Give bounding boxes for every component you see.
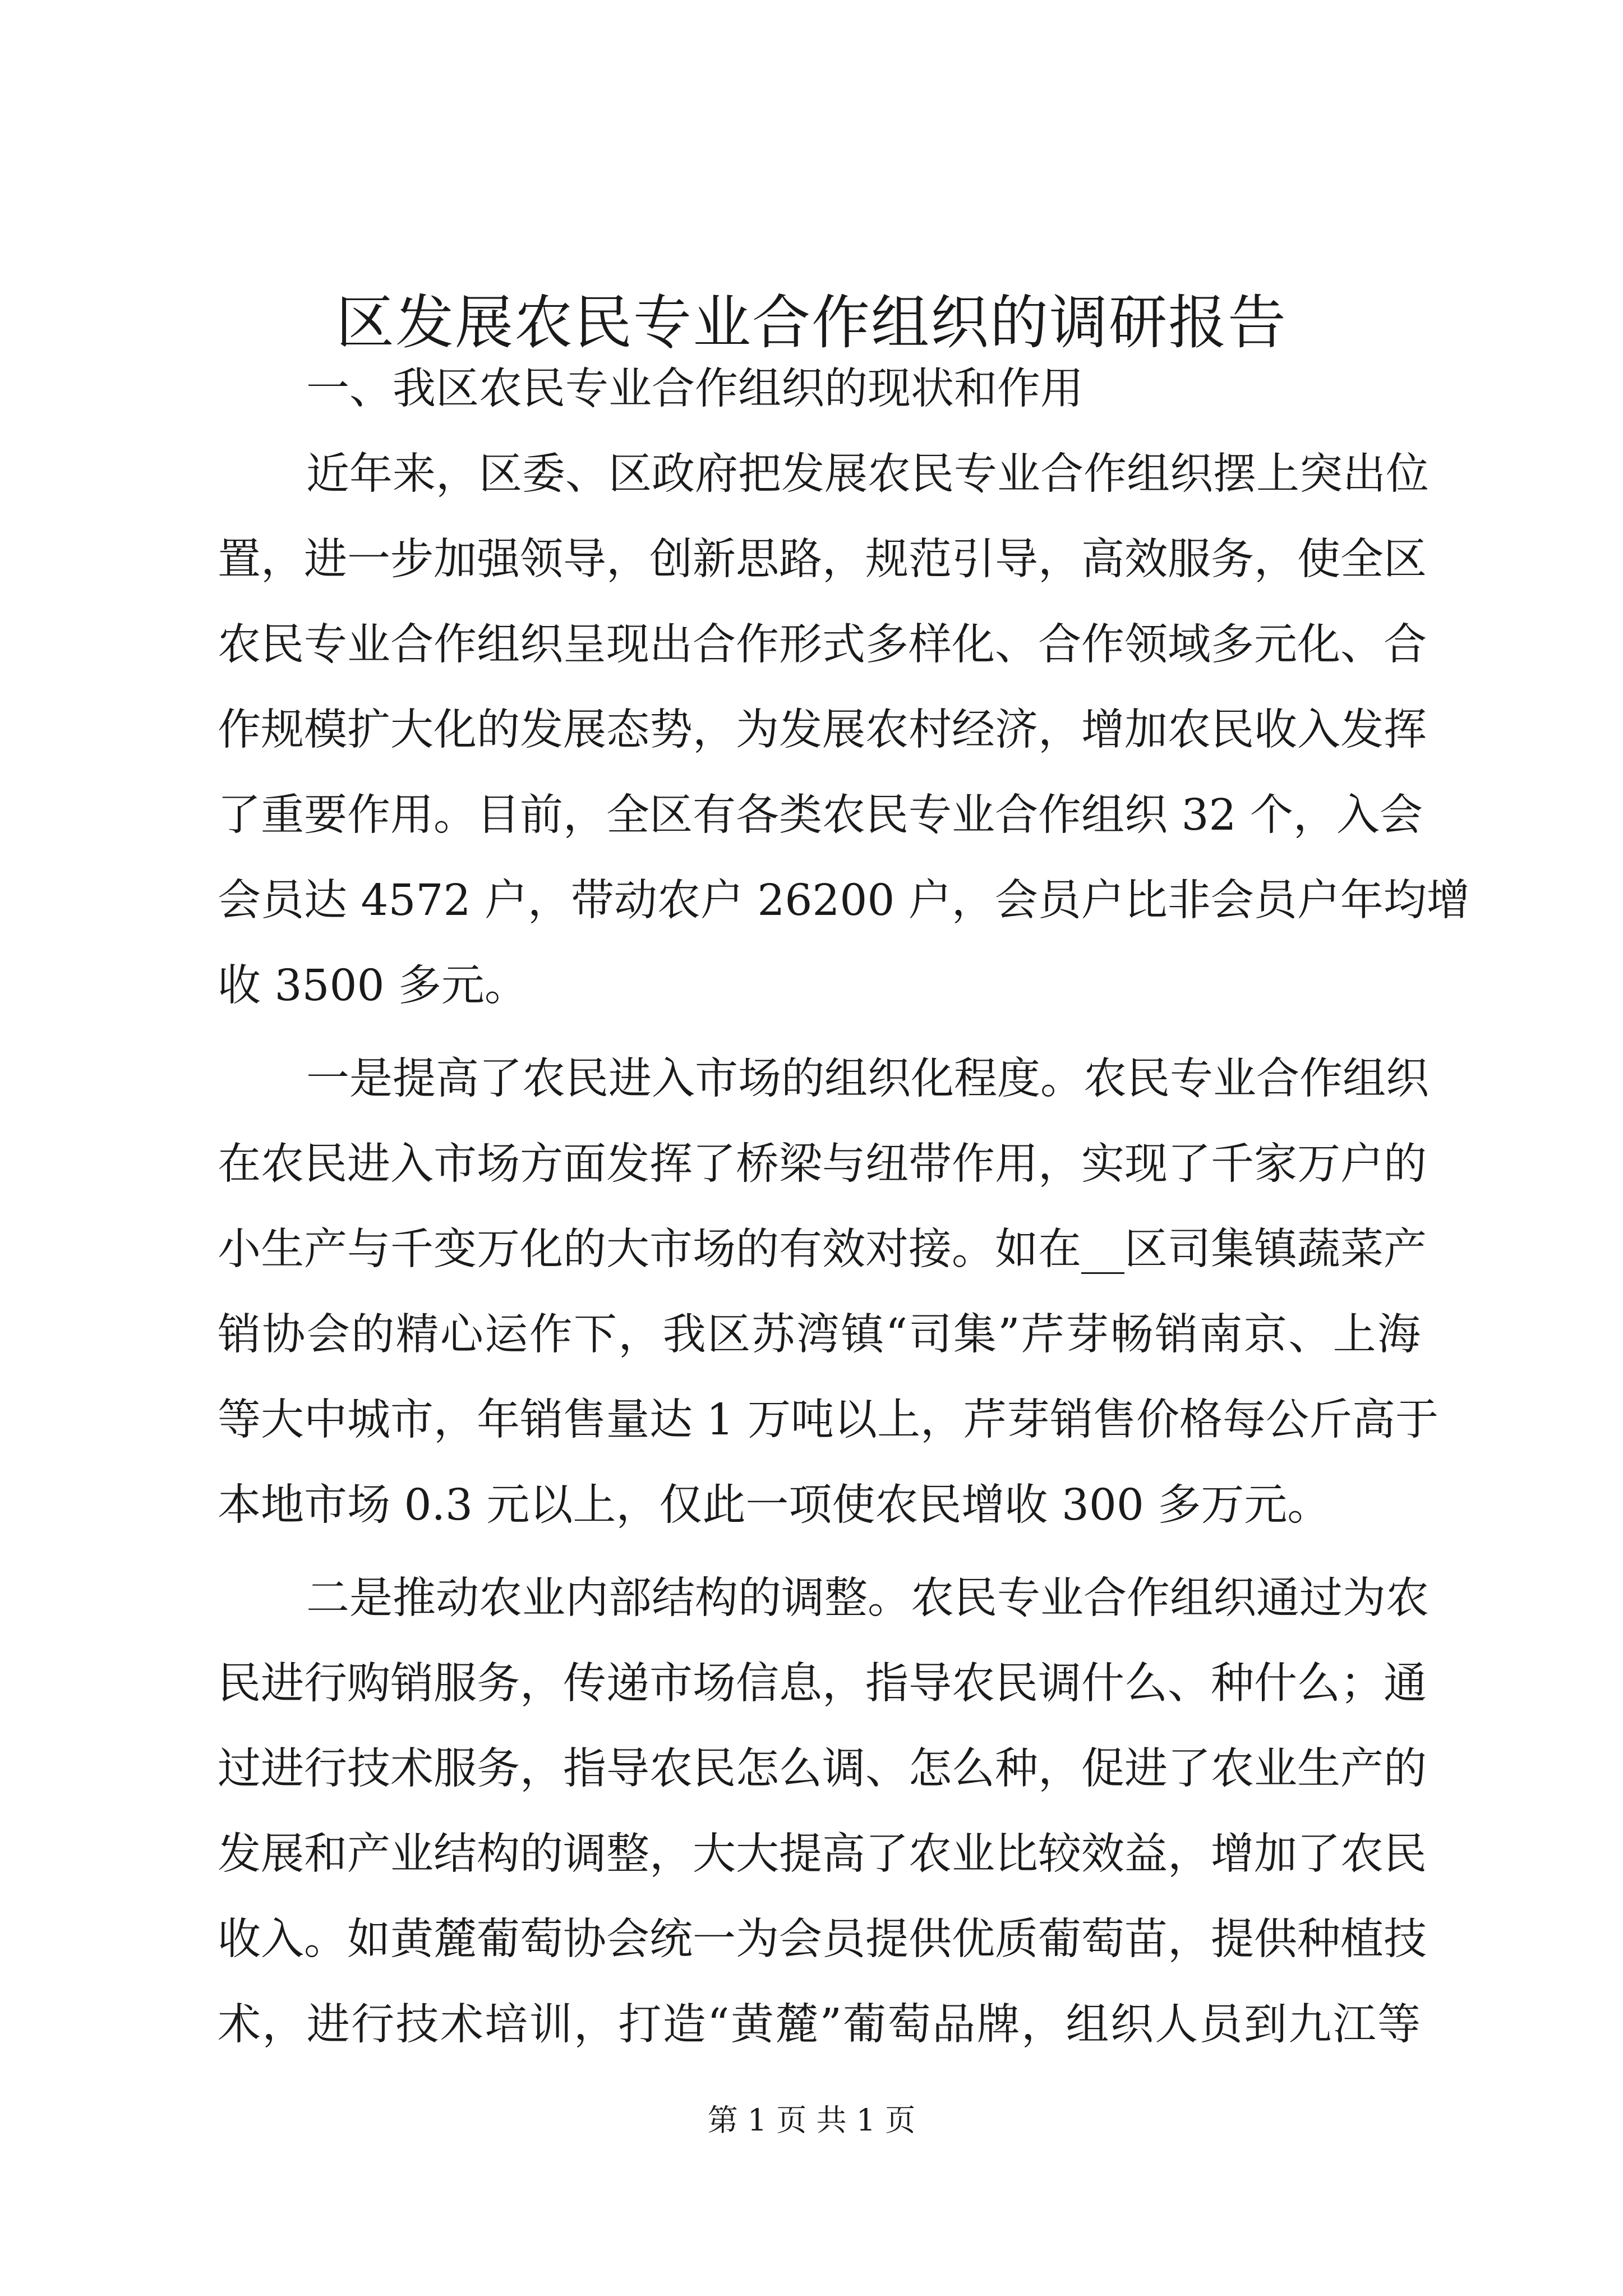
paragraph-line: 收入。如黄麓葡萄协会统一为会员提供优质葡萄苗，提供种植技 bbox=[218, 1915, 1427, 1964]
paragraph-line: 农民专业合作组织呈现出合作形式多样化、合作领域多元化、合 bbox=[218, 620, 1427, 670]
paragraph-line: 二是推动农业内部结构的调整。农民专业合作组织通过为农 bbox=[306, 1573, 1429, 1623]
paragraph-line: 一是提高了农民进入市场的组织化程度。农民专业合作组织 bbox=[306, 1054, 1429, 1104]
paragraph-line: 置，进一步加强领导，创新思路，规范引导，高效服务，使全区 bbox=[218, 535, 1427, 585]
paragraph-2 bbox=[218, 1037, 1438, 1548]
page-footer: 第 1 页 共 1 页 bbox=[707, 2102, 916, 2138]
paragraph-line: 民进行购销服务，传递市场信息，指导农民调什么、种什么；通 bbox=[218, 1659, 1427, 1709]
paragraph-line: 术，进行技术培训，打造“黄麓”葡萄品牌，组织人员到九江等 bbox=[218, 2000, 1421, 2050]
paragraph-line: 销协会的精心运作下，我区苏湾镇“司集”芹芽畅销南京、上海 bbox=[218, 1310, 1421, 1360]
paragraph-line: 本地市场 0.3 元以上，仅此一项使农民增收 300 多万元。 bbox=[218, 1480, 1331, 1530]
document-body bbox=[218, 347, 1470, 2068]
paragraph-line: 发展和产业结构的调整，大大提高了农业比较效益，增加了农民 bbox=[218, 1829, 1427, 1879]
paragraph-spacer bbox=[218, 1029, 1421, 1037]
paragraph-3 bbox=[218, 1556, 1429, 2068]
paragraph-line: 小生产与千变万化的大市场的有效对接。如在__区司集镇蔬菜产 bbox=[218, 1225, 1427, 1274]
document-title: 区发展农民专业合作组织的调研报告 bbox=[335, 288, 1287, 357]
paragraph-line: 在农民进入市场方面发挥了桥梁与纽带作用，实现了千家万户的 bbox=[218, 1139, 1427, 1189]
paragraph-line: 会员达 4572 户，带动农户 26200 户，会员户比非会员户年均增 bbox=[218, 876, 1470, 926]
paragraph-line: 了重要作用。目前，全区有各类农民专业合作组织 32 个，入会 bbox=[218, 790, 1423, 840]
paragraph-line: 近年来，区委、区政府把发展农民专业合作组织摆上突出位 bbox=[306, 449, 1429, 499]
paragraph-line: 作规模扩大化的发展态势，为发展农村经济，增加农民收入发挥 bbox=[218, 705, 1427, 755]
paragraph-line: 等大中城市，年销售量达 1 万吨以上，芹芽销售价格每公斤高于 bbox=[218, 1395, 1438, 1445]
paragraph-spacer bbox=[218, 1548, 1421, 1556]
paragraph-line: 收 3500 多元。 bbox=[218, 961, 528, 1011]
paragraph-1 bbox=[218, 432, 1470, 1029]
paragraph-line: 过进行技术服务，指导农民怎么调、怎么种，促进了农业生产的 bbox=[218, 1744, 1427, 1794]
section-heading: 一、我区农民专业合作组织的现状和作用 bbox=[306, 364, 1083, 414]
